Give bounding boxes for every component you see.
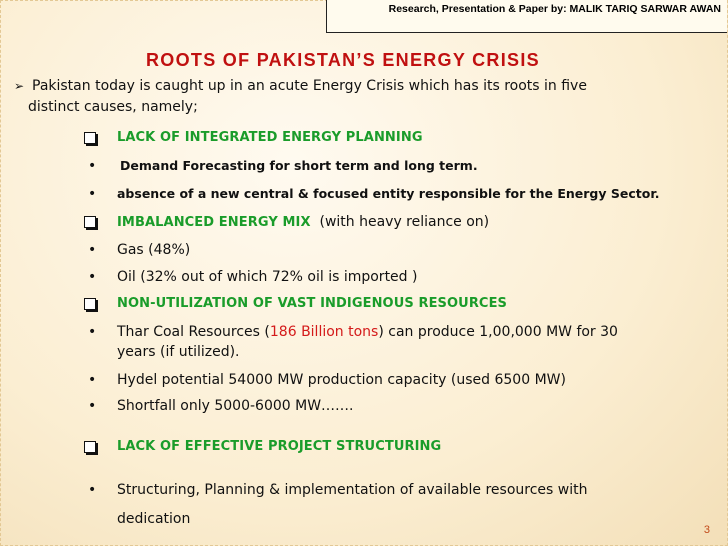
arrow-bullet-icon: ➢	[14, 79, 25, 93]
checkbox-bullet-icon	[84, 441, 96, 453]
section-heading-3	[84, 294, 684, 314]
list-item-text	[117, 322, 717, 342]
page-number: 3	[703, 524, 710, 536]
list-item	[84, 240, 684, 260]
list-item	[84, 322, 684, 362]
dot-bullet-icon: •	[88, 372, 97, 388]
list-item-text-post: ) can produce 1,00,000 MW for 30	[378, 324, 618, 340]
heading-note: (with heavy reliance on)	[319, 214, 490, 230]
list-item	[84, 476, 684, 534]
list-item	[84, 156, 684, 176]
dot-bullet-icon: •	[88, 158, 97, 174]
slide-title: ROOTS OF PAKISTAN’S ENERGY CRISIS	[146, 50, 540, 70]
dot-bullet-icon: •	[88, 482, 97, 498]
section-heading-1	[84, 128, 684, 148]
heading-text: LACK OF INTEGRATED ENERGY PLANNING	[117, 130, 423, 145]
intro-line-1: Pakistan today is caught up in an acute Energy Crisis which has its roots in five	[32, 78, 587, 94]
dot-bullet-icon: •	[88, 242, 97, 258]
list-item-text: absence of a new central & focused entity responsible for the Energy Sector.	[117, 186, 660, 201]
list-item	[84, 267, 684, 287]
list-item-text-pre: Thar Coal Resources (	[117, 324, 270, 340]
heading-text: NON-UTILIZATION OF VAST INDIGENOUS RESOURCES	[117, 296, 508, 311]
dot-bullet-icon: •	[88, 324, 97, 340]
section-heading-4	[84, 437, 684, 457]
list-item-text: Structuring, Planning & implementation of available resources with	[117, 482, 588, 498]
intro-line-2: distinct causes, namely;	[28, 99, 198, 115]
list-item-text: Demand Forecasting for short term and long term.	[120, 158, 478, 173]
list-item-text: Hydel potential 54000 MW production capacity (used 6500 MW)	[117, 372, 566, 388]
checkbox-bullet-icon	[84, 298, 96, 310]
checkbox-bullet-icon	[84, 132, 96, 144]
list-item-text: Oil (32% out of which 72% oil is imported )	[117, 269, 418, 285]
list-item	[84, 396, 684, 416]
checkbox-bullet-icon	[84, 216, 96, 228]
heading-text: LACK OF EFFECTIVE PROJECT STRUCTURING	[117, 439, 442, 454]
dot-bullet-icon: •	[88, 269, 97, 285]
intro-paragraph	[14, 76, 674, 118]
highlight-value: 186 Billion tons	[269, 324, 379, 340]
dot-bullet-icon: •	[88, 186, 97, 202]
section-heading-2	[84, 212, 684, 233]
list-item-text-line-2: years (if utilized).	[117, 344, 240, 360]
list-item	[84, 370, 684, 390]
list-item-text: Shortfall only 5000-6000 MW…….	[117, 398, 354, 414]
heading-text: IMBALANCED ENERGY MIX	[117, 215, 311, 230]
header-credit-text: Research, Presentation & Paper by: MALIK TARIQ SARWAR AWAN	[388, 3, 721, 15]
list-item-text-line-2: dedication	[117, 511, 191, 527]
header-credit-box	[326, 0, 727, 33]
dot-bullet-icon: •	[88, 398, 97, 414]
list-item-text: Gas (48%)	[117, 242, 191, 258]
list-item	[84, 184, 684, 204]
